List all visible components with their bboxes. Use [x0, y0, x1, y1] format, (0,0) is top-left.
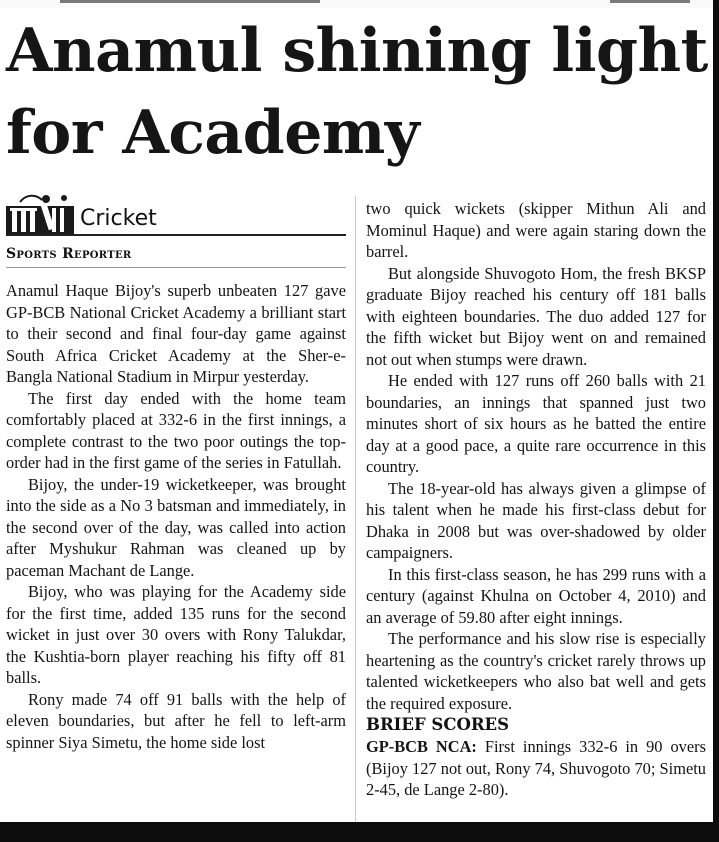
bottom-border	[0, 822, 719, 842]
brief-scores	[366, 736, 706, 801]
article-column-2	[366, 198, 706, 801]
column-divider	[355, 196, 356, 822]
paragraph: Rony made 74 off 91 balls with the help of eleven boundaries, but after he fell to left-arm spinner Siya Simetu, the home side lost	[6, 689, 346, 752]
paragraph: But alongside Shuvogoto Hom, the fresh BKSP graduate Bijoy reached his century off 181 balls with eighteen boundaries. The duo added 127 for the fifth wicket but Bijoy went on and remained not out when stumps were drawn.	[366, 263, 706, 369]
brief-scores-team: GP-BCB NCA:	[366, 737, 477, 756]
paragraph: He ended with 127 runs off 260 balls with 21 boundaries, an innings that spanned just two minutes short of six hours as he batted the entire day at a good pace, a quite rare occurrence in this country.	[366, 371, 706, 476]
byline: Sports Reporter	[6, 244, 346, 268]
section-header	[6, 190, 346, 236]
paragraph: Anamul Haque Bijoy's superb unbeaten 127 gave GP-BCB National Cricket Academy a brilliant start to their second and final four-day game against South Africa Cricket Academy at the Sher-e-Bangla National Stadium in Mirpur yesterday.	[6, 281, 346, 386]
article-headline: Anamul shining light for Academy	[6, 16, 708, 168]
section-label: Cricket	[80, 206, 157, 231]
article-column-1	[6, 190, 346, 753]
brief-scores-text: First innings 332-6 in 90 overs (Bijoy 127 not out, Rony 74, Shuvogoto 70; Simetu 2-45, de Lange 2-80).	[366, 737, 706, 799]
paragraph-continuation: two quick wickets (skipper Mithun Ali and Mominul Haque) and were again staring down the barrel.	[366, 199, 706, 261]
cricket-stumps-bat-icon	[6, 192, 74, 234]
paragraph: In this first-class season, he has 299 runs with a century (against Khulna on October 4, 2010) and an average of 59.80 after eight innings.	[366, 564, 706, 627]
right-border	[713, 0, 719, 842]
top-print-strip	[0, 0, 719, 8]
paragraph: Bijoy, the under-19 wicketkeeper, was brought into the side as a No 3 batsman and immediately, in the second over of the day, was called into action after Myshukur Rahman was cleaned up by paceman Machant de Lange.	[6, 474, 346, 580]
paragraph: The first day ended with the home team comfortably placed at 332-6 in the first innings, a complete contrast to the two poor outings the top-order had in the first game of the series in Fatullah.	[6, 388, 346, 472]
paragraph: Bijoy, who was playing for the Academy side for the first time, added 135 runs for the second wicket in just over 30 overs with Rony Talukdar, the Kushtia-born player reaching his fifty off 81 balls.	[6, 582, 346, 687]
brief-scores-heading: BRIEF SCORES	[366, 715, 510, 734]
paragraph: The performance and his slow rise is especially heartening as the country's cricket rarely throws up talented wicketkeepers who also bat well and gets the required exposure.	[366, 629, 706, 713]
paragraph: The 18-year-old has always given a glimpse of his talent when he made his first-class debut for Dhaka in 2008 but was over-shadowed by older campaigners.	[366, 478, 706, 562]
